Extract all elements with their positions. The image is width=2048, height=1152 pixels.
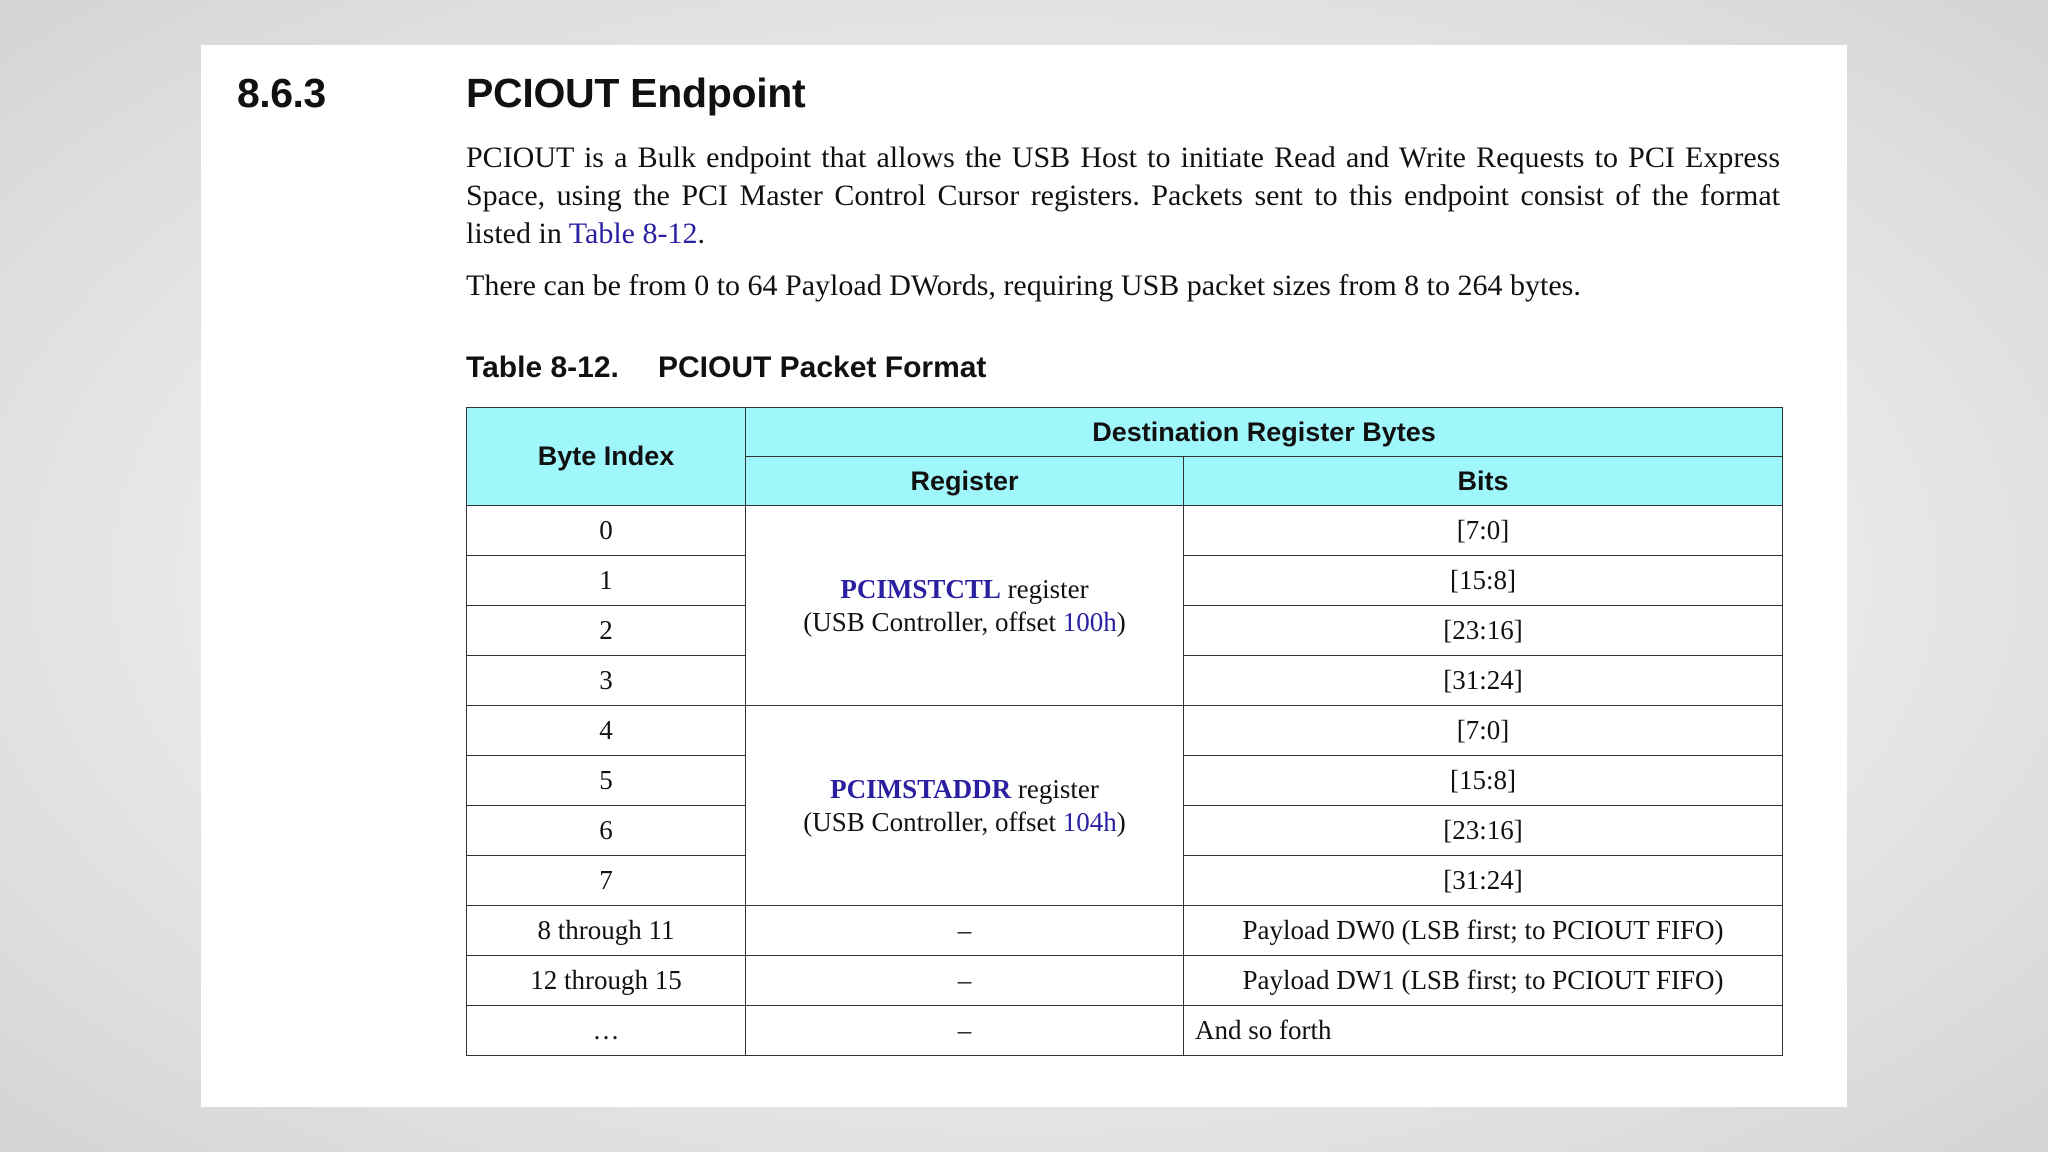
table-row <box>467 1006 1783 1056</box>
byte-index-cell: 2 <box>467 606 746 656</box>
intro-paragraph <box>466 139 1780 253</box>
table-row <box>467 506 1783 556</box>
byte-index-cell: 3 <box>467 656 746 706</box>
register-cell-pcimstaddr <box>746 706 1184 906</box>
table-caption-number: Table 8-12. <box>466 351 619 384</box>
register-detail: (USB Controller, offset <box>803 606 1063 637</box>
header-byte-index: Byte Index <box>467 408 746 506</box>
register-cell-pcimstctl <box>746 506 1184 706</box>
register-name[interactable]: PCIMSTCTL <box>840 573 1001 604</box>
register-offset-link[interactable]: 100h <box>1062 606 1117 637</box>
bits-cell: [7:0] <box>1184 706 1783 756</box>
intro-text: PCIOUT is a Bulk endpoint that allows the USB Host to initiate Read and Write Requests to PCI Express Space, using the PCI Master Control Cursor registers. Packets sent to this endpoint consist of the format listed in <box>466 141 1780 250</box>
register-suffix: register <box>1000 573 1089 604</box>
bits-cell: [31:24] <box>1184 656 1783 706</box>
bits-cell: [31:24] <box>1184 856 1783 906</box>
header-register: Register <box>746 457 1184 506</box>
bits-cell: [23:16] <box>1184 606 1783 656</box>
packet-format-table <box>466 407 1783 1056</box>
register-detail-end: ) <box>1116 806 1126 837</box>
byte-index-cell: 0 <box>467 506 746 556</box>
register-detail: (USB Controller, offset <box>803 806 1063 837</box>
register-suffix: register <box>1011 773 1099 804</box>
byte-index-cell: 5 <box>467 756 746 806</box>
payload-paragraph: There can be from 0 to 64 Payload DWords, requiring USB packet sizes from 8 to 264 bytes. <box>466 269 1581 302</box>
register-offset-link[interactable]: 104h <box>1062 806 1117 837</box>
bits-cell: And so forth <box>1184 1006 1783 1056</box>
bits-cell: [7:0] <box>1184 506 1783 556</box>
byte-index-cell: 8 through 11 <box>467 906 746 956</box>
byte-index-cell: 7 <box>467 856 746 906</box>
table-row <box>467 906 1783 956</box>
document-page <box>201 45 1847 1107</box>
byte-index-cell: 4 <box>467 706 746 756</box>
intro-text-end: . <box>697 217 705 250</box>
section-number: 8.6.3 <box>237 70 326 116</box>
table-row <box>467 706 1783 756</box>
bits-cell: [15:8] <box>1184 756 1783 806</box>
register-name[interactable]: PCIMSTADDR <box>830 773 1012 804</box>
header-destination-register-bytes: Destination Register Bytes <box>746 408 1783 457</box>
section-title: PCIOUT Endpoint <box>466 70 806 116</box>
table-link[interactable]: Table 8-12 <box>568 217 698 250</box>
byte-index-cell: 1 <box>467 556 746 606</box>
register-cell: – <box>746 956 1184 1006</box>
register-cell: – <box>746 906 1184 956</box>
header-bits: Bits <box>1184 457 1783 506</box>
table-caption-title: PCIOUT Packet Format <box>658 351 987 384</box>
byte-index-cell: … <box>467 1006 746 1056</box>
byte-index-cell: 12 through 15 <box>467 956 746 1006</box>
byte-index-cell: 6 <box>467 806 746 856</box>
bits-cell: [15:8] <box>1184 556 1783 606</box>
bits-cell: Payload DW0 (LSB first; to PCIOUT FIFO) <box>1184 906 1783 956</box>
table-header-row <box>467 408 1783 457</box>
register-detail-end: ) <box>1116 606 1126 637</box>
table-row <box>467 956 1783 1006</box>
register-cell: – <box>746 1006 1184 1056</box>
bits-cell: Payload DW1 (LSB first; to PCIOUT FIFO) <box>1184 956 1783 1006</box>
table-caption <box>466 351 986 385</box>
bits-cell: [23:16] <box>1184 806 1783 856</box>
